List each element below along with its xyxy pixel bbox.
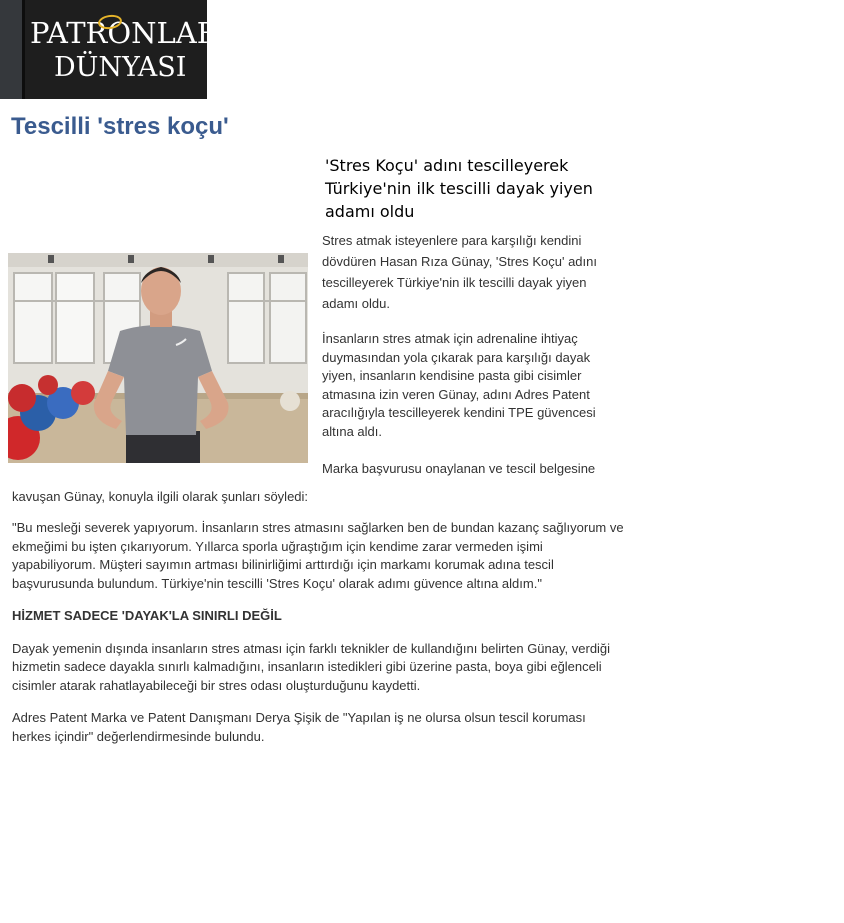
paragraph-3: Marka başvurusu onaylanan ve tescil belgesine kavuşan Günay, konuyla ilgili olarak şunları söyledi:: [12, 461, 596, 504]
logo-side-strip: [0, 0, 22, 99]
article-spot: 'Stres Koçu' adını tescilleyerek Türkiye'nin ilk tescilli dayak yiyen adamı oldu: [325, 156, 593, 221]
paragraph-intro: Stres atmak isteyenlere para karşılığı kendini dövdüren Hasan Rıza Günay, 'Stres Koçu' adını tescilleyerek Türkiye'nin ilk tescilli dayak yiyen adamı oldu.: [322, 233, 597, 311]
article-body: [12, 230, 624, 760]
paragraph-quote: "Bu mesleği severek yapıyorum. İnsanların stres atmasını sağlarken ben de bundan kazanç sağlıyorum ve ekmeğimi bu işten çıkarıyorum. Yıllarca sporla uğraştığım için kendime zarar vermeden işimi yapabiliyorum. Müşteri sayımın artması bilinirliğimi arttırdığı için markamı korumak adına tescil başvurusunda bulundum. Türkiye'nin tescilli 'Stres Koçu' olarak adımı güvence altına aldım.": [12, 520, 624, 591]
photo-float-space: [12, 230, 322, 470]
paragraph-6: Adres Patent Marka ve Patent Danışmanı Derya Şişik de "Yapılan iş ne olursa olsun tescil koruması herkes içindir" değerlendirmesinde bulundu.: [12, 710, 586, 744]
paragraph-2: İnsanların stres atmak için adrenaline ihtiyaç duymasından yola çıkarak para karşılığı dayak yiyen, insanların kendisine pasta gibi cisimler atmasına izin veren Günay, adını Adres Patent aracılığıyla tescilleyerek kendini TPE güvencesi altına aldı.: [322, 331, 596, 439]
logo-text-line2: DÜNYASI: [54, 52, 187, 83]
site-logo[interactable]: [0, 0, 219, 99]
section-heading: HİZMET SADECE 'DAYAK'LA SINIRLI DEĞİL: [12, 608, 282, 623]
article-title: Tescilli 'stres koçu': [11, 113, 229, 140]
logo-side-strip-dark: [22, 0, 25, 99]
paragraph-5: Dayak yemenin dışında insanların stres atması için farklı teknikler de kullandığını belirten Günay, verdiği hizmetin sadece dayakla sınırlı kalmadığını, insanların istedikleri gibi üzerine pasta, boya gibi eğlenceli cisimler atarak rahatlayabileceği bir stres odası oluşturduğunu kaydetti.: [12, 640, 611, 693]
logo-text-line1: PATRONLAR: [30, 16, 219, 50]
